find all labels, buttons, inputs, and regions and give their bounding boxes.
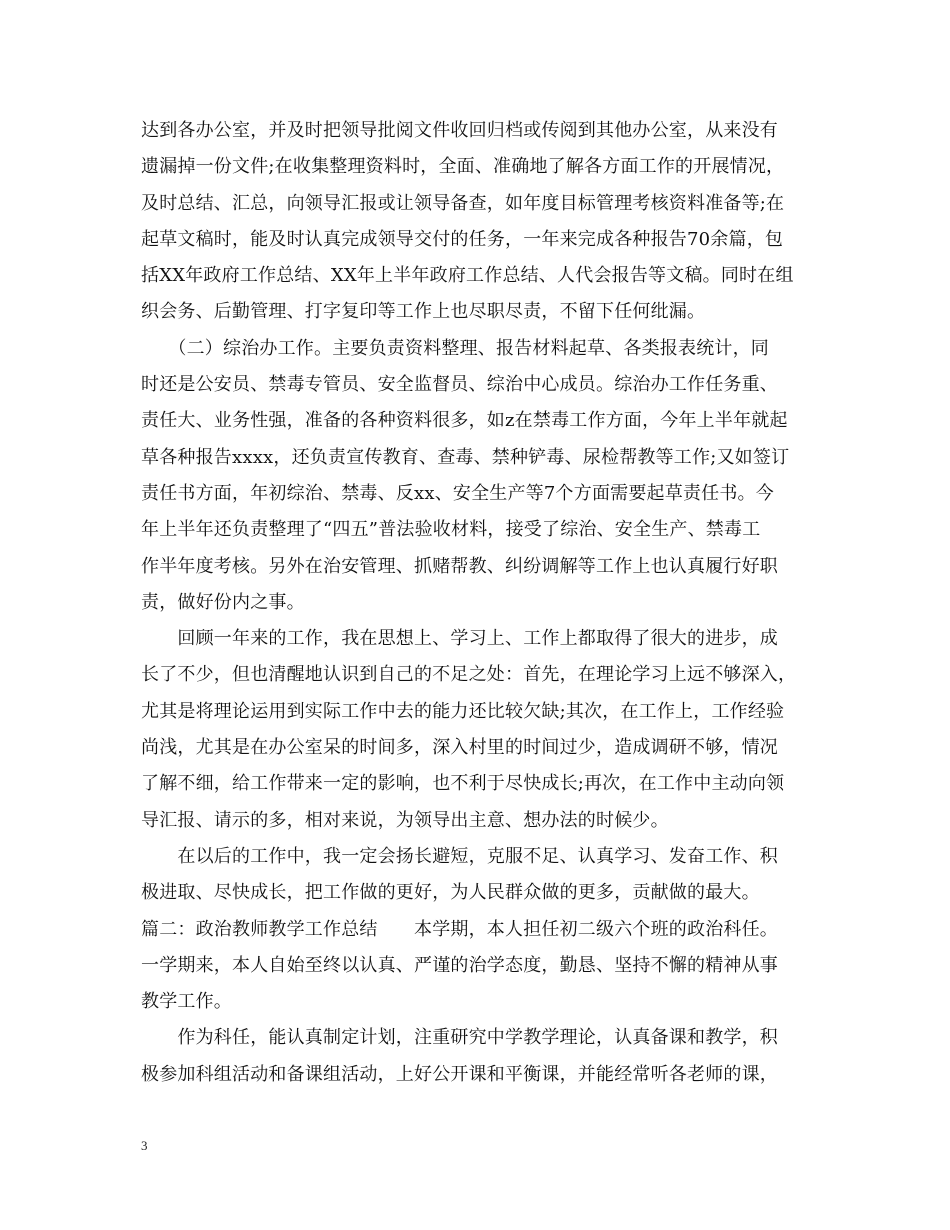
text-line: 极进取、尽快成长，把工作做的更好，为人民群众做的更多，贡献做的最大。 — [141, 882, 760, 904]
text-line: 起草文稿时，能及时认真完成领导交付的任务，一年来完成各种报告70余篇，包 — [141, 228, 784, 250]
text-line: 尤其是将理论运用到实际工作中去的能力还比较欠缺;其次，在工作上，工作经验 — [141, 700, 785, 722]
text-line: 尚浅，尤其是在办公室呆的时间多，深入村里的时间过少，造成调研不够，情况 — [141, 737, 778, 759]
text-line: 回顾一年来的工作，我在思想上、学习上、工作上都取得了很大的进步，成 — [141, 628, 778, 650]
page-number: 3 — [141, 1138, 148, 1153]
text-line: 作为科任，能认真制定计划，注重研究中学教学理论，认真备课和教学，积 — [141, 1027, 778, 1049]
text-line: 责，做好份内之事。 — [141, 591, 305, 613]
text-line: 作半年度考核。另外在治安管理、抓赌帮教、纠纷调解等工作上也认真履行好职 — [141, 555, 778, 577]
text-line: 篇二：政治教师教学工作总结 本学期，本人担任初二级六个班的政治科任。 — [141, 918, 778, 940]
text-line: 达到各办公室，并及时把领导批阅文件收回归档或传阅到其他办公室，从来没有 — [141, 120, 778, 141]
text-line: （二）综治办工作。主要负责资料整理、报告材料起草、各类报表统计，同 — [141, 337, 769, 359]
text-line: 责任大、业务性强，准备的各种资料很多，如z在禁毒工作方面，今年上半年就起 — [141, 410, 788, 432]
text-line: 括XX年政府工作总结、XX年上半年政府工作总结、人代会报告等文稿。同时在组 — [141, 265, 794, 287]
text-line: 极参加科组活动和备课组活动，上好公开课和平衡课，并能经常听各老师的课， — [141, 1063, 778, 1085]
text-line: 织会务、后勤管理、打字复印等工作上也尽职尽责，不留下任何纰漏。 — [141, 301, 706, 323]
text-line: 及时总结、汇总，向领导汇报或让领导备查，如年度目标管理考核资料准备等;在 — [141, 192, 785, 214]
text-line: 草各种报告xxxx，还负责宣传教育、查毒、禁种铲毒、尿检帮教等工作;又如签订 — [141, 446, 790, 468]
text-line: 教学工作。 — [141, 991, 232, 1013]
text-line: 年上半年还负责整理了“四五”普法验收材料，接受了综治、安全生产、禁毒工 — [141, 519, 761, 541]
text-line: 遗漏掉一份文件;在收集整理资料时，全面、准确地了解各方面工作的开展情况， — [141, 156, 785, 178]
text-line: 时还是公安员、禁毒专管员、安全监督员、综治中心成员。综治办工作任务重、 — [141, 374, 778, 396]
text-line: 责任书方面，年初综治、禁毒、反xx、安全生产等7个方面需要起草责任书。今 — [141, 482, 774, 504]
text-line: 了解不细，给工作带来一定的影响，也不利于尽快成长;再次，在工作中主动向领 — [141, 773, 785, 795]
text-line: 在以后的工作中，我一定会扬长避短，克服不足、认真学习、发奋工作、积 — [141, 845, 778, 867]
document-body — [141, 113, 811, 1093]
text-line: 一学期来，本人自始至终以认真、严谨的治学态度，勤恳、坚持不懈的精神从事 — [141, 954, 778, 976]
text-line: 导汇报、请示的多，相对来说，为领导出主意、想办法的时候少。 — [141, 809, 669, 831]
text-line: 长了不少，但也清醒地认识到自己的不足之处：首先，在理论学习上远不够深入， — [141, 664, 797, 686]
